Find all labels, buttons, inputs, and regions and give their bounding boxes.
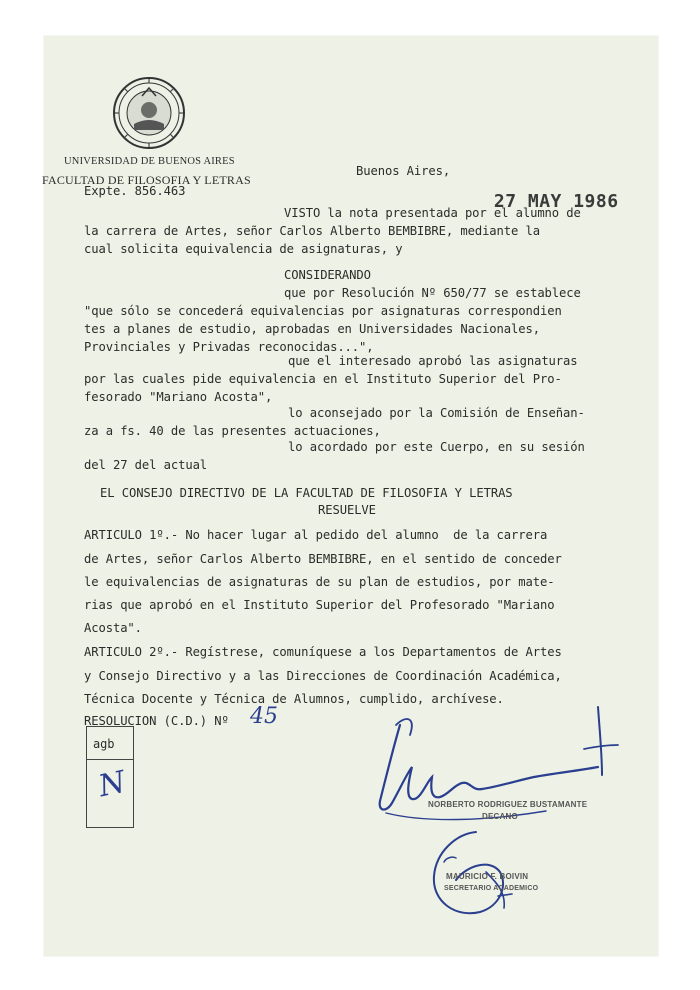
articulo-1-line: rias que aprobó en el Instituto Superior del Profesorado "Mariano xyxy=(84,598,555,612)
considerando-line: que el interesado aprobó las asignaturas xyxy=(288,354,578,368)
considerando-line: Provinciales y Privadas reconocidas...", xyxy=(84,340,374,354)
resolucion-number: 45 xyxy=(250,704,278,729)
visto-line: cual solicita equivalencia de asignaturas, y xyxy=(84,242,403,256)
articulo-1-line: le equivalencias de asignaturas de su plan de estudios, por mate- xyxy=(84,575,555,589)
resolucion-label: RESOLUCION (C.D.) Nº xyxy=(84,714,229,728)
faculty-name: FACULTAD DE FILOSOFIA Y LETRAS xyxy=(42,173,251,187)
considerando-line: lo aconsejado por la Comisión de Enseñan- xyxy=(288,406,585,420)
articulo-2-line: ARTICULO 2º.- Regístrese, comuníquese a los Departamentos de Artes xyxy=(84,645,562,659)
expediente-number: Expte. 856.463 xyxy=(84,184,186,198)
visto-line: la carrera de Artes, señor Carlos Alberto BEMBIBRE, mediante la xyxy=(84,224,540,238)
considerando-line: lo acordado por este Cuerpo, en su sesión xyxy=(288,440,585,454)
considerando-line: "que sólo se concederá equivalencias por asignaturas correspondien xyxy=(84,304,562,318)
university-name: UNIVERSIDAD DE BUENOS AIRES xyxy=(64,156,235,167)
articulo-1-line: Acosta". xyxy=(84,621,142,635)
articulo-1-line: ARTICULO 1º.- No hacer lugar al pedido del alumno de la carrera xyxy=(84,528,548,542)
council-heading: EL CONSEJO DIRECTIVO DE LA FACULTAD DE FILOSOFIA Y LETRAS xyxy=(100,486,513,500)
articulo-2-line: y Consejo Directivo y a las Direcciones de Coordinación Académica, xyxy=(84,669,562,683)
considerando-line: del 27 del actual xyxy=(84,458,208,472)
secretary-title: SECRETARIO ACADEMICO xyxy=(444,885,539,892)
considerando-line: que por Resolución Nº 650/77 se establece xyxy=(284,286,581,300)
secretary-name: MAURICIO F. BOIVIN xyxy=(446,872,529,881)
dean-title: DECANO xyxy=(482,812,518,821)
articulo-2-line: Técnica Docente y Técnica de Alumnos, cumplido, archívese. xyxy=(84,692,504,706)
considerando-line: za a fs. 40 de las presentes actuaciones, xyxy=(84,424,381,438)
university-seal-icon xyxy=(112,76,186,150)
initials-box xyxy=(86,726,134,828)
dean-name: NORBERTO RODRIGUEZ BUSTAMANTE xyxy=(428,800,588,809)
considerando-title: CONSIDERANDO xyxy=(284,268,371,282)
handwritten-initial: N xyxy=(95,764,129,805)
resuelve-heading: RESUELVE xyxy=(318,503,376,517)
considerando-line: por las cuales pide equivalencia en el Instituto Superior del Pro- xyxy=(84,372,562,386)
city-line: Buenos Aires, xyxy=(356,164,451,178)
date-stamp-text: 27 MAY 1986 xyxy=(493,191,619,212)
considerando-line: tes a planes de estudio, aprobadas en Universidades Nacionales, xyxy=(84,322,540,336)
considerando-line: fesorado "Mariano Acosta", xyxy=(84,390,273,404)
visto-line: VISTO la nota presentada por el alumno de xyxy=(284,206,581,220)
typist-initials: agb xyxy=(93,737,115,751)
articulo-1-line: de Artes, señor Carlos Alberto BEMBIBRE, en el sentido de conceder xyxy=(84,552,562,566)
